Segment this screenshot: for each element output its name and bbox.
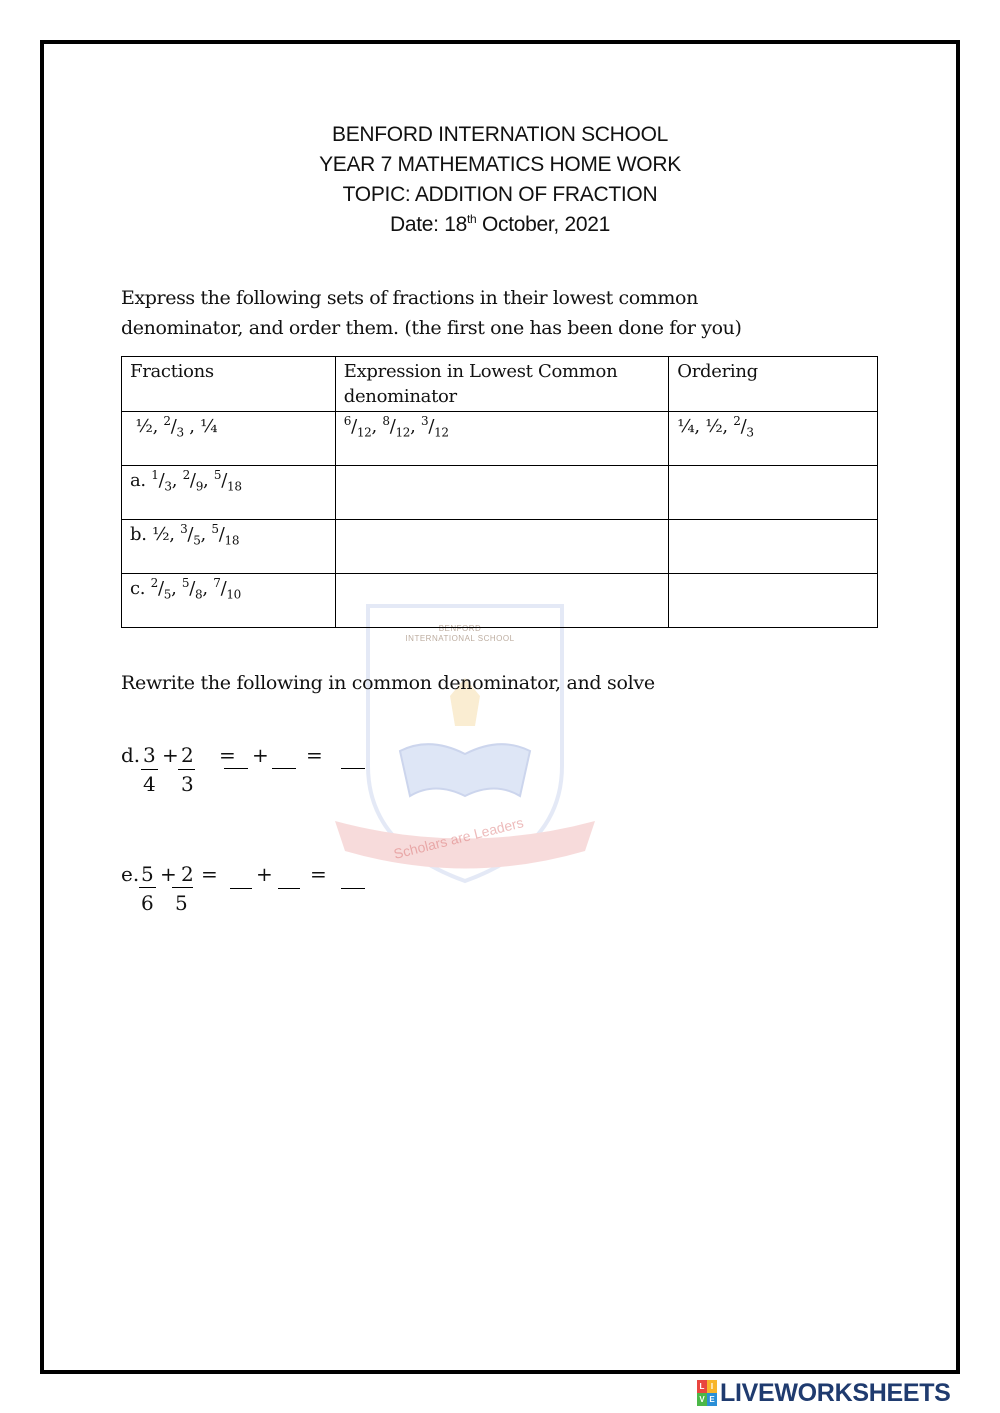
equation-d-equals: = — [219, 743, 236, 767]
equation-d-num1: 3 — [143, 743, 156, 767]
worksheet-header — [0, 120, 1000, 240]
logo-box-letter: V — [697, 1393, 707, 1406]
row-c-ordering-cell[interactable] — [669, 574, 878, 628]
instruction-2: Rewrite the following in common denominator, and solve — [121, 672, 655, 694]
equation-d-answer-blank-2[interactable] — [272, 768, 296, 769]
equation-e-bar1 — [139, 887, 156, 888]
equation-d-den1: 4 — [143, 772, 156, 796]
equation-e-bar2 — [172, 887, 193, 888]
equation-e-equals: = — [201, 862, 218, 886]
row-b-ordering-cell[interactable] — [669, 520, 878, 574]
liveworksheets-logo-text: LIVEWORKSHEETS — [720, 1378, 951, 1407]
equation-e-plus: + — [160, 862, 177, 886]
instruction-1-line-2: denominator, and order them. (the first one has been done for you) — [121, 317, 742, 339]
equation-d-plus: + — [162, 743, 179, 767]
equation-d-den2: 3 — [181, 772, 194, 796]
equation-e-equals2: = — [310, 862, 327, 886]
instruction-1 — [121, 283, 881, 343]
header-ordering: Ordering — [669, 357, 878, 412]
row-a-ordering-cell[interactable] — [669, 466, 878, 520]
equation-d-bar1 — [141, 769, 158, 770]
equation-e-num1: 5 — [141, 862, 154, 886]
row-b-expression-cell[interactable] — [335, 520, 669, 574]
row-c-fractions: c. $^2/_5$, $^5/_8$, $^7/_{10}$ — [122, 574, 336, 628]
header-expression: Expression in Lowest Common denominator — [335, 357, 669, 412]
example-fractions: ½, $^2/_3$ , ¼ — [122, 412, 336, 466]
equation-e-answer-blank-3[interactable] — [341, 888, 365, 889]
equation-d-bar2 — [178, 769, 195, 770]
equation-e-plus2: + — [256, 862, 273, 886]
liveworksheets-logo[interactable] — [697, 1378, 951, 1408]
header-fractions: Fractions — [122, 357, 336, 412]
equation-d-num2: 2 — [181, 743, 194, 767]
logo-box-letter: I — [707, 1380, 717, 1393]
equation-e-num2: 2 — [181, 862, 194, 886]
subject-title: YEAR 7 MATHEMATICS HOME WORK — [319, 153, 681, 176]
equation-d-answer-blank-3[interactable] — [341, 768, 365, 769]
date-line: Date: 18th October, 2021 — [390, 212, 610, 236]
table-row-example — [122, 412, 878, 466]
equation-d-answer-blank-1[interactable] — [224, 768, 248, 769]
watermark-school-name: BENFORD INTERNATIONAL SCHOOL — [405, 624, 515, 643]
school-name: BENFORD INTERNATION SCHOOL — [331, 123, 668, 146]
liveworksheets-logo-icon — [697, 1380, 717, 1406]
table-row-c — [122, 574, 878, 628]
topic-title: TOPIC: ADDITION OF FRACTION — [342, 183, 658, 206]
equation-d-label: d. — [121, 743, 141, 767]
table-row-a — [122, 466, 878, 520]
logo-box-letter: E — [707, 1393, 717, 1406]
instruction-1-line-1: Express the following sets of fractions in their lowest common — [121, 287, 698, 309]
equation-d-plus2: + — [252, 743, 269, 767]
equation-e-den2: 5 — [175, 891, 188, 915]
table-header-row — [122, 357, 878, 412]
row-a-fractions: a. $^1/_3$, $^2/_9$, $^5/_{18}$ — [122, 466, 336, 520]
row-b-fractions: b. ½, $^3/_5$, $^5/_{18}$ — [122, 520, 336, 574]
equation-d-equals2: = — [306, 743, 323, 767]
equation-e-label: e. — [121, 862, 140, 886]
watermark-motto: Scholars are Leaders — [392, 814, 526, 862]
logo-box-letter: L — [697, 1380, 707, 1393]
row-a-expression-cell[interactable] — [335, 466, 669, 520]
equation-e-den1: 6 — [141, 891, 154, 915]
table-row-b — [122, 520, 878, 574]
example-ordering: ¼, ½, $^2/_3$ — [669, 412, 878, 466]
row-c-expression-cell[interactable] — [335, 574, 669, 628]
equation-e-answer-blank-2[interactable] — [278, 888, 300, 889]
example-expression: $^6/_{12}$, $^8/_{12}$, $^3/_{12}$ — [335, 412, 669, 466]
equation-e-answer-blank-1[interactable] — [230, 888, 252, 889]
fractions-table — [121, 356, 878, 628]
